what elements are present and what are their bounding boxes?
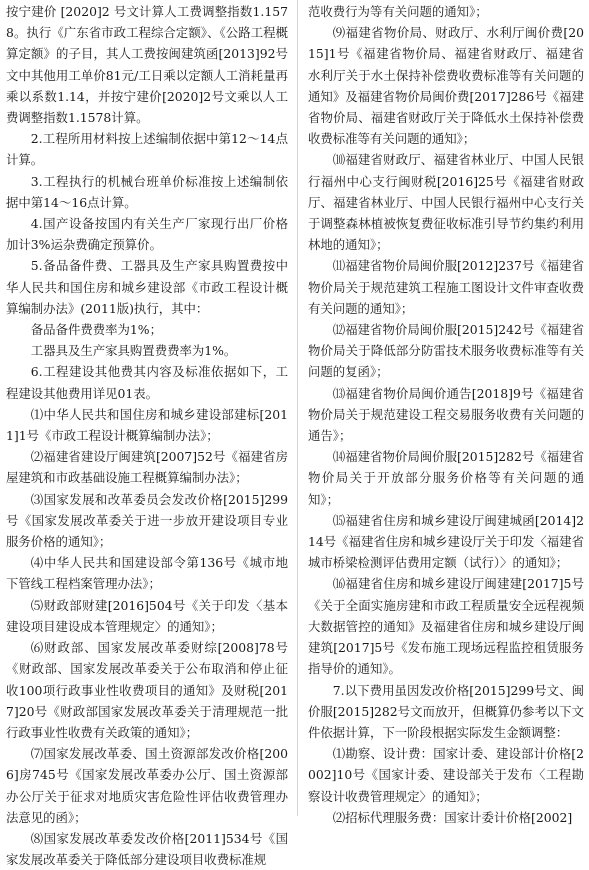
paragraph: 按宁建价 [2020]2 号文计算人工费调整指数1.1578。执行《广东省市政工程综合定额》、《公路工程概算定额》的子目，其人工费按闽建筑函[2013]92号文中其他用工单价81元/工日乘以定额人工消耗量再乘以系数1.14，并按宁建价[2020]2号文乘以人工费调整指数1.1578计算。 [6, 4, 288, 126]
column-divider [297, 0, 298, 816]
list-item: ⒃福建省住房和城乡建设厅闽建建[2017]5号《关于全面实施房建和市政工程质量安全远程视频大数据管控的通知》及福建省住房和城乡建设厅闽建筑[2017]5号《发布施工现场远程监控租赁服务指导价的通知》。 [308, 576, 584, 677]
list-item: ⑷中华人民共和国建设部令第136号《城市地下管线工程档案管理办法》； [6, 555, 288, 592]
list-item: ⑺国家发展改革委、国土资源部发改价格[2006]房745号《国家发展改革委办公厅、国土资源部办公厅关于征求对地质灾害危险性评估收费管理办法意见的函》； [6, 746, 288, 825]
right-column [308, 1, 584, 828]
list-item: ⑴勘察、设计费：国家计委、建设部计价格[2002]10号《国家计委、建设部关于发布〈工程勘察设计收费管理规定〉的通知》； [308, 746, 584, 804]
list-item: ⑹财政部、国家发展改革委财综[2008]78号《财政部、国家发展改革委关于公布取消和停止征收100项行政事业性收费项目的通知》及财税[2017]20号《财政部国家发展改革委关于清理规范一批行政事业性收费有关政策的通知》； [6, 640, 288, 740]
list-item: ⒀福建省物价局闽价通告[2018]9号《福建省物价局关于规范建设工程交易服务收费有关问题的通告》； [308, 385, 584, 444]
list-item: ⑻国家发展改革委发改价格[2011]534号《国家发展改革委关于降低部分建设项目收费标准规 [6, 830, 288, 868]
paragraph: 工器具及生产家具购置费费率为1%。 [30, 343, 237, 359]
paragraph: 4.国产设备按国内有关生产厂家现行出厂价格加计3%运杂费确定预算价。 [6, 216, 288, 253]
list-item: ⑵招标代理服务费：国家计委计价格[2002] [332, 809, 573, 825]
list-item: ⑾福建省物价局闽价服[2012]237号《福建省物价局关于规范建筑工程施工图设计文件审查收费有关问题的通知》； [308, 258, 584, 316]
list-item: ⑵福建省建设厅闽建筑[2007]52号《福建省房屋建筑和市政基础设施工程概算编制办法》； [6, 449, 288, 486]
list-item: ⑸财政部财建[2016]504号《关于印发〈基本建设项目建设成本管理规定〉的通知》； [6, 597, 288, 634]
list-item: ⑴中华人民共和国住房和城乡建设部建标[2011]1号《市政工程设计概算编制办法》； [6, 406, 288, 444]
paragraph: 2.工程所用材料按上述编制依据中第12～14点计算。 [6, 131, 288, 168]
list-item: ⑿福建省物价局闽价服[2015]242号《福建省物价局关于降低部分防雷技术服务收费标准等有关问题的复函》； [308, 322, 584, 380]
paragraph: 6.工程建设其他费其内容及标准依据如下，工程建设其他费用详见01表。 [6, 364, 288, 401]
left-column [6, 1, 288, 870]
list-item: ⑽福建省财政厅、福建省林业厅、中国人民银行福州中心支行闽财税[2016]25号《福建省财政厅、福建省林业厅、中国人民银行福州中心支行关于调整森林植被恢复费征收标准引导节约集约利用林地的通知》； [308, 152, 584, 253]
paragraph: 7.以下费用虽因发改价格[2015]299号文、闽价服[2015]282号文而放开，但概算仍参考以下文件依据计算，下一阶段根据实际发生金额调整： [308, 682, 584, 740]
paragraph: 5.备品备件费、工器具及生产家具购置费按中华人民共和国住房和城乡建设部《市政工程设计概算编制办法》(2011版)执行，其中： [6, 258, 288, 316]
paragraph: 范收费行为等有关问题的通知》； [308, 4, 488, 19]
list-item: ⒂福建省住房和城乡建设厅闽建城函[2014]214号《福建省住房和城乡建设厅关于印发〈福建省城市桥梁检测评估费用定额（试行）〉的通知》； [308, 512, 584, 571]
list-item: ⑶国家发展和改革委员会发改价格[2015]299号《国家发展改革委关于进一步放开建设项目专业服务价格的通知》； [6, 491, 288, 550]
paragraph: 备品备件费费率为1%； [30, 322, 162, 338]
paragraph: 3.工程执行的机械台班单价标准按上述编制依据中第14～16点计算。 [6, 173, 288, 210]
list-item: ⑼福建省物价局、财政厅、水利厅闽价费[2015]1号《福建省物价局、福建省财政厅、福建省水利厅关于水土保持补偿费收费标准等有关问题的通知》及福建省物价局闽价费[2017]286号《福建省物价局、福建省财政厅关于降低水土保持补偿费收费标准等有关问题的通知》； [308, 25, 584, 147]
list-item: ⒁福建省物价局闽价服[2015]282号《福建省物价局关于开放部分服务价格等有关问题的通知》； [308, 449, 584, 507]
